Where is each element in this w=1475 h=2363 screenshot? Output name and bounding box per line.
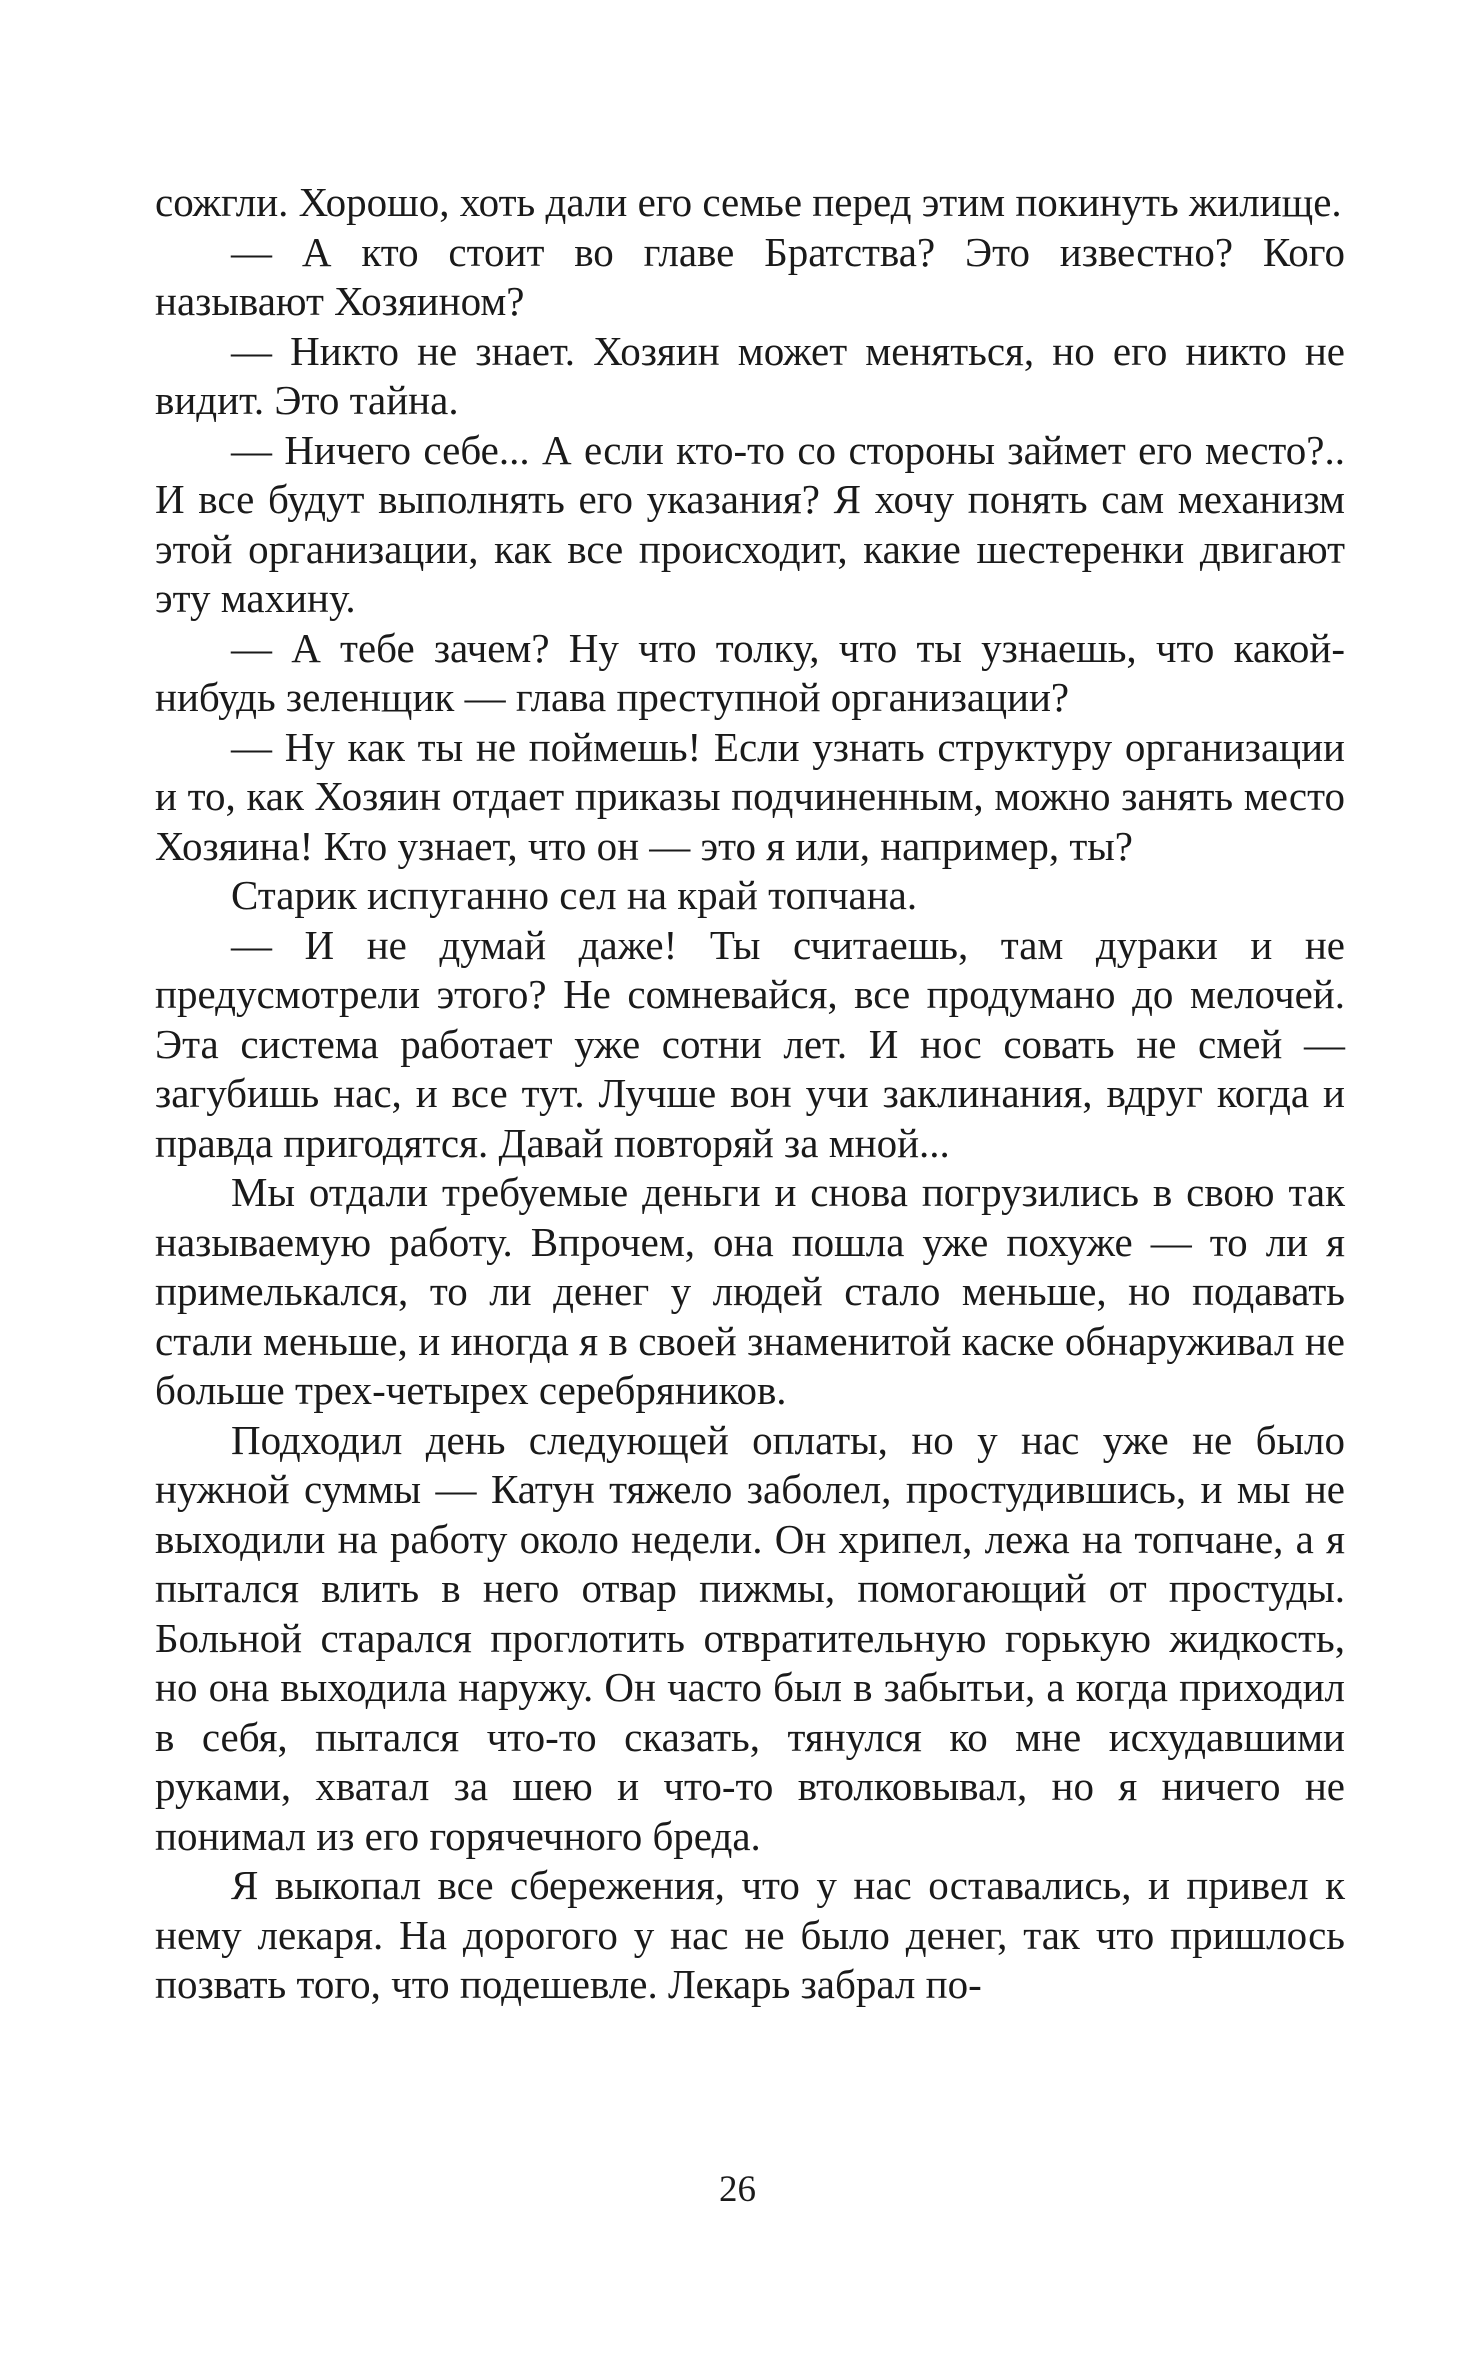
paragraph: Подходил день следующей оплаты, но у нас уже не было нужной суммы — Катун тяжело заболел, простудившись, и мы не выходили на работу около недели. Он хрипел, лежа на топчане, а я пытался влить в него отвар пижмы, помогающий от простуды. Больной старался проглотить отвратительную горькую жидкость, но она выходила наружу. Он часто был в забытьи, а когда приходил в себя, пытался что-то сказать, тянулся ко мне исхудавшими руками, хватал за шею и что-то втолковывал, но я ничего не понимал из его горячечного бреда. <box>155 1416 1345 1859</box>
paragraph: — А тебе зачем? Ну что толку, что ты узнаешь, что какой-нибудь зеленщик — глава преступной организации? <box>155 624 1345 720</box>
paragraph: Мы отдали требуемые деньги и снова погрузились в свою так называемую работу. Впрочем, она пошла уже похуже — то ли я примелькался, то ли денег у людей стало меньше, но подавать стали меньше, и иногда я в своей знаменитой каске обнаруживал не больше трех-четырех серебряников. <box>155 1169 1345 1413</box>
paragraph: — Ну как ты не поймешь! Если узнать структуру организации и то, как Хозяин отдает приказы подчиненным, можно занять место Хозяина! Кто узнает, что он — это я или, например, ты? <box>155 723 1345 869</box>
paragraph: — Никто не знает. Хозяин может меняться, но его никто не видит. Это тайна. <box>155 327 1345 423</box>
body-text <box>155 178 1345 2010</box>
page-number: 26 <box>719 2169 756 2210</box>
paragraph: сожгли. Хорошо, хоть дали его семье перед этим покинуть жилище. <box>155 179 1342 225</box>
paragraph: Старик испуганно сел на край топчана. <box>231 872 918 918</box>
paragraph: — А кто стоит во главе Братства? Это известно? Кого называют Хозяином? <box>155 228 1345 324</box>
paragraph: — И не думай даже! Ты считаешь, там дураки и не предусмотрели этого? Не сомневайся, все продумано до мелочей. Эта система работает уже сотни лет. И нос совать не смей — загубишь нас, и все тут. Лучше вон учи заклинания, вдруг когда и правда пригодятся. Давай повторяй за мной... <box>155 921 1345 1166</box>
paragraph: Я выкопал все сбережения, что у нас оставались, и привел к нему лекаря. На дорогого у нас не было денег, так что пришлось позвать того, что подешевле. Лекарь забрал по- <box>155 1862 1345 2007</box>
paragraph: — Ничего себе... А если кто-то со стороны займет его место?.. И все будут выполнять его указания? Я хочу понять сам механизм этой организации, как все происходит, какие шестеренки двигают эту махину. <box>155 426 1345 621</box>
